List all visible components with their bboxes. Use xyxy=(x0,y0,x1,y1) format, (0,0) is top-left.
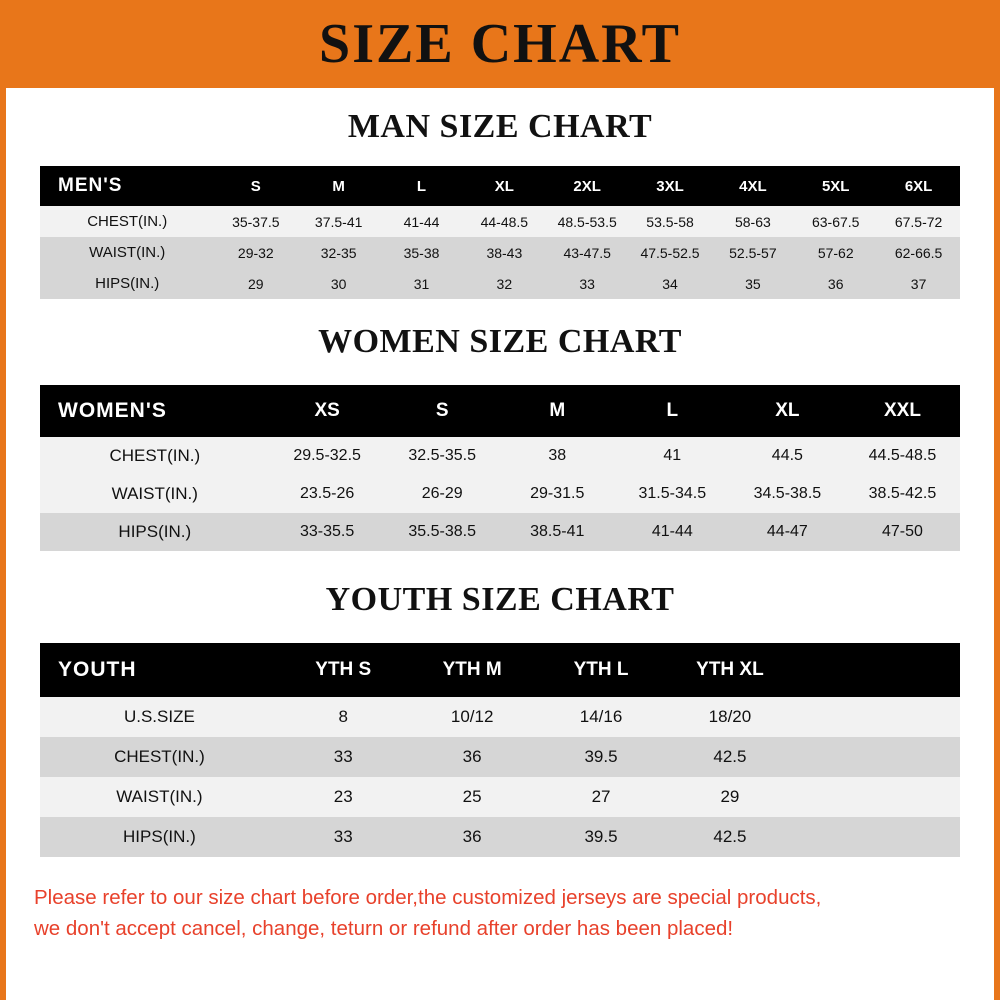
youth-col-spacer xyxy=(794,643,960,697)
men-cell-0-2: 41-44 xyxy=(380,206,463,237)
men-row-2-label: HIPS(IN.) xyxy=(40,268,214,299)
men-col-7: 5XL xyxy=(794,166,877,206)
table-row xyxy=(40,206,960,237)
youth-cell-2-3: 29 xyxy=(665,777,794,817)
men-corner-label: MEN'S xyxy=(40,166,214,206)
men-cell-1-4: 43-47.5 xyxy=(546,237,629,268)
women-col-2: M xyxy=(500,385,615,437)
men-col-1: M xyxy=(297,166,380,206)
youth-cell-0-2: 14/16 xyxy=(537,697,666,737)
youth-cell-1-1: 36 xyxy=(408,737,537,777)
note-line-1: Please refer to our size chart before order,the customized jerseys are special products, xyxy=(34,886,822,909)
women-cell-2-4: 44-47 xyxy=(730,513,845,551)
youth-corner-label: YOUTH xyxy=(40,643,279,697)
women-section-title: WOMEN SIZE CHART xyxy=(318,323,682,360)
men-cell-2-1: 30 xyxy=(297,268,380,299)
men-cell-0-5: 53.5-58 xyxy=(629,206,712,237)
men-col-4: 2XL xyxy=(546,166,629,206)
youth-cell-3-spacer xyxy=(794,817,960,857)
table-row xyxy=(40,268,960,299)
men-cell-1-3: 38-43 xyxy=(463,237,546,268)
men-col-3: XL xyxy=(463,166,546,206)
table-row xyxy=(40,777,960,817)
women-cell-0-4: 44.5 xyxy=(730,437,845,475)
youth-row-2-label: WAIST(IN.) xyxy=(40,777,279,817)
youth-table-head xyxy=(40,643,960,697)
women-row-2-label: HIPS(IN.) xyxy=(40,513,270,551)
youth-cell-3-0: 33 xyxy=(279,817,408,857)
youth-col-3: YTH XL xyxy=(665,643,794,697)
women-cell-0-0: 29.5-32.5 xyxy=(270,437,385,475)
women-table-wrap xyxy=(6,385,994,551)
youth-cell-3-2: 39.5 xyxy=(537,817,666,857)
men-cell-1-6: 52.5-57 xyxy=(711,237,794,268)
men-row-0-label: CHEST(IN.) xyxy=(40,206,214,237)
youth-size-table xyxy=(40,643,960,857)
women-table-head xyxy=(40,385,960,437)
men-cell-2-3: 32 xyxy=(463,268,546,299)
women-col-4: XL xyxy=(730,385,845,437)
men-col-2: L xyxy=(380,166,463,206)
youth-cell-1-0: 33 xyxy=(279,737,408,777)
women-row-1-label: WAIST(IN.) xyxy=(40,475,270,513)
men-cell-2-2: 31 xyxy=(380,268,463,299)
women-cell-0-2: 38 xyxy=(500,437,615,475)
men-cell-0-6: 58-63 xyxy=(711,206,794,237)
women-cell-2-5: 47-50 xyxy=(845,513,960,551)
men-cell-1-1: 32-35 xyxy=(297,237,380,268)
men-table-body xyxy=(40,206,960,299)
men-cell-2-4: 33 xyxy=(546,268,629,299)
youth-cell-2-0: 23 xyxy=(279,777,408,817)
men-cell-2-0: 29 xyxy=(214,268,297,299)
youth-cell-3-1: 36 xyxy=(408,817,537,857)
table-row xyxy=(40,513,960,551)
youth-col-1: YTH M xyxy=(408,643,537,697)
youth-cell-1-3: 42.5 xyxy=(665,737,794,777)
men-cell-0-3: 44-48.5 xyxy=(463,206,546,237)
men-col-5: 3XL xyxy=(629,166,712,206)
youth-table-body xyxy=(40,697,960,857)
men-cell-0-4: 48.5-53.5 xyxy=(546,206,629,237)
youth-cell-1-spacer xyxy=(794,737,960,777)
youth-row-3-label: HIPS(IN.) xyxy=(40,817,279,857)
note-line-2: we don't accept cancel, change, teturn or refund after order has been placed! xyxy=(34,916,734,940)
youth-table-wrap xyxy=(6,643,994,857)
men-row-1-label: WAIST(IN.) xyxy=(40,237,214,268)
youth-header-row xyxy=(40,643,960,697)
men-cell-1-2: 35-38 xyxy=(380,237,463,268)
men-section-title: MAN SIZE CHART xyxy=(347,108,653,145)
women-col-5: XXL xyxy=(845,385,960,437)
women-cell-1-5: 38.5-42.5 xyxy=(845,475,960,513)
return-policy-note xyxy=(6,873,994,945)
men-cell-0-8: 67.5-72 xyxy=(877,206,960,237)
table-row xyxy=(40,817,960,857)
men-cell-0-0: 35-37.5 xyxy=(214,206,297,237)
youth-row-0-label: U.S.SIZE xyxy=(40,697,279,737)
youth-col-0: YTH S xyxy=(279,643,408,697)
men-table-wrap xyxy=(6,166,994,299)
women-cell-2-2: 38.5-41 xyxy=(500,513,615,551)
women-cell-0-3: 41 xyxy=(615,437,730,475)
women-col-3: L xyxy=(615,385,730,437)
women-cell-1-2: 29-31.5 xyxy=(500,475,615,513)
men-cell-1-7: 57-62 xyxy=(794,237,877,268)
youth-cell-2-spacer xyxy=(794,777,960,817)
women-cell-2-1: 35.5-38.5 xyxy=(385,513,500,551)
women-col-1: S xyxy=(385,385,500,437)
women-cell-0-1: 32.5-35.5 xyxy=(385,437,500,475)
youth-cell-0-3: 18/20 xyxy=(665,697,794,737)
men-cell-2-8: 37 xyxy=(877,268,960,299)
women-cell-2-0: 33-35.5 xyxy=(270,513,385,551)
table-row xyxy=(40,237,960,268)
men-col-0: S xyxy=(214,166,297,206)
women-table-body xyxy=(40,437,960,551)
women-row-0-label: CHEST(IN.) xyxy=(40,437,270,475)
table-row xyxy=(40,737,960,777)
women-cell-1-1: 26-29 xyxy=(385,475,500,513)
youth-section-title: YOUTH SIZE CHART xyxy=(325,581,675,618)
men-col-8: 6XL xyxy=(877,166,960,206)
men-size-table xyxy=(40,166,960,299)
youth-cell-0-1: 10/12 xyxy=(408,697,537,737)
youth-col-2: YTH L xyxy=(537,643,666,697)
youth-cell-2-1: 25 xyxy=(408,777,537,817)
women-header-row xyxy=(40,385,960,437)
men-cell-2-6: 35 xyxy=(711,268,794,299)
men-cell-0-7: 63-67.5 xyxy=(794,206,877,237)
table-row xyxy=(40,437,960,475)
men-cell-0-1: 37.5-41 xyxy=(297,206,380,237)
women-size-table xyxy=(40,385,960,551)
men-cell-2-5: 34 xyxy=(629,268,712,299)
youth-cell-1-2: 39.5 xyxy=(537,737,666,777)
youth-row-1-label: CHEST(IN.) xyxy=(40,737,279,777)
women-col-0: XS xyxy=(270,385,385,437)
youth-cell-3-3: 42.5 xyxy=(665,817,794,857)
page-banner xyxy=(0,0,1000,88)
youth-cell-2-2: 27 xyxy=(537,777,666,817)
page-title: SIZE CHART xyxy=(319,13,681,75)
men-col-6: 4XL xyxy=(711,166,794,206)
youth-cell-0-spacer xyxy=(794,697,960,737)
men-table-head xyxy=(40,166,960,206)
women-cell-1-0: 23.5-26 xyxy=(270,475,385,513)
table-row xyxy=(40,697,960,737)
men-cell-1-0: 29-32 xyxy=(214,237,297,268)
men-header-row xyxy=(40,166,960,206)
men-cell-2-7: 36 xyxy=(794,268,877,299)
women-cell-1-3: 31.5-34.5 xyxy=(615,475,730,513)
men-cell-1-8: 62-66.5 xyxy=(877,237,960,268)
women-cell-2-3: 41-44 xyxy=(615,513,730,551)
women-cell-0-5: 44.5-48.5 xyxy=(845,437,960,475)
women-cell-1-4: 34.5-38.5 xyxy=(730,475,845,513)
youth-cell-0-0: 8 xyxy=(279,697,408,737)
men-cell-1-5: 47.5-52.5 xyxy=(629,237,712,268)
table-row xyxy=(40,475,960,513)
women-corner-label: WOMEN'S xyxy=(40,385,270,437)
